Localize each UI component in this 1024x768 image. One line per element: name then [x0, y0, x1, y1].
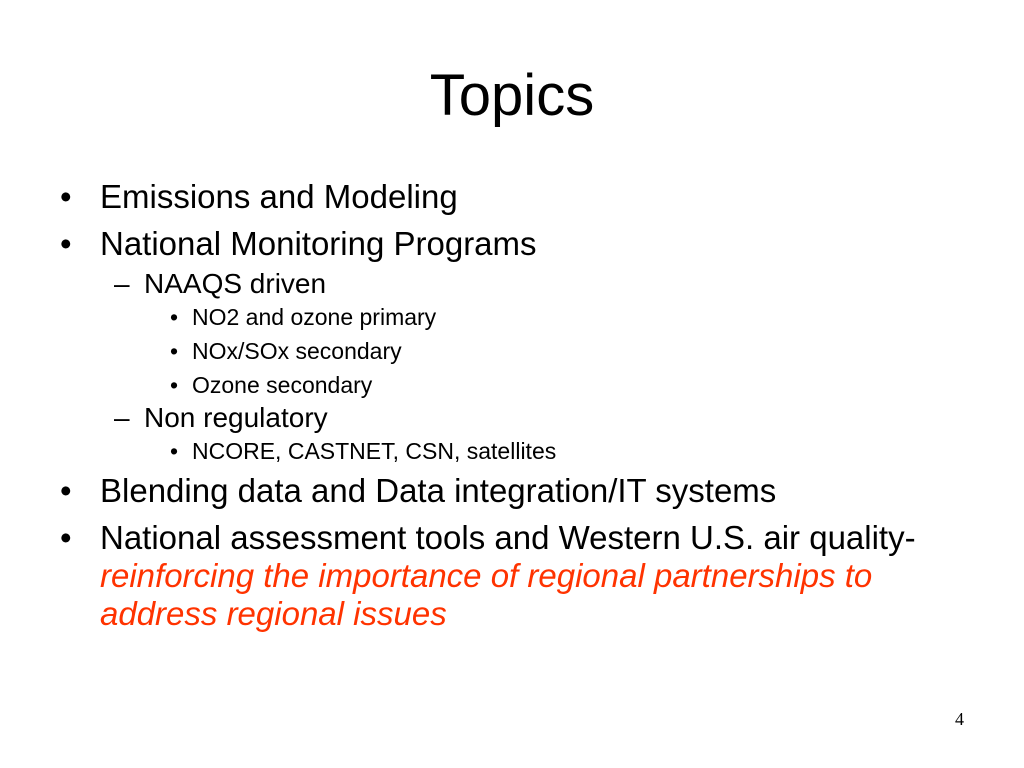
bullet-list — [58, 178, 978, 642]
bullet-text: National Monitoring Programs — [100, 225, 537, 262]
bullet-national-monitoring — [58, 225, 978, 263]
bullet-text: NAAQS driven — [144, 268, 327, 299]
dash-marker: – — [114, 268, 130, 299]
highlighted-text: reinforcing the importance of regional partnerships to address regional issues — [100, 557, 873, 632]
bullet-marker: • — [170, 304, 179, 330]
bullet-text: Non regulatory — [144, 402, 328, 433]
subsubbullet-ozone-secondary — [58, 372, 978, 399]
bullet-text: Blending data and Data integration/IT systems — [100, 472, 777, 509]
page-number: 4 — [955, 709, 964, 729]
bullet-marker: • — [170, 338, 179, 364]
bullet-text: NCORE, CASTNET, CSN, satellites — [192, 438, 557, 464]
bullet-national-assessment — [58, 519, 978, 633]
bullet-marker: • — [170, 372, 179, 398]
bullet-marker: • — [60, 178, 72, 215]
bullet-marker: • — [60, 519, 72, 556]
bullet-emissions-modeling — [58, 178, 978, 216]
dash-marker: – — [114, 402, 130, 433]
bullet-text: Ozone secondary — [192, 372, 373, 398]
bullet-text: National assessment tools and Western U.S. air quality- — [100, 519, 916, 556]
slide-title: Topics — [429, 63, 595, 128]
bullet-marker: • — [60, 225, 72, 262]
subsubbullet-nox-sox — [58, 338, 978, 365]
bullet-text: NOx/SOx secondary — [192, 338, 402, 364]
bullet-text: Emissions and Modeling — [100, 178, 458, 215]
subbullet-non-regulatory — [58, 402, 978, 434]
subsubbullet-no2-ozone — [58, 304, 978, 331]
subbullet-naaqs-driven — [58, 268, 978, 300]
bullet-blending-data — [58, 472, 978, 510]
bullet-marker: • — [60, 472, 72, 509]
bullet-marker: • — [170, 438, 179, 464]
bullet-text: NO2 and ozone primary — [192, 304, 437, 330]
subsubbullet-ncore — [58, 438, 978, 465]
